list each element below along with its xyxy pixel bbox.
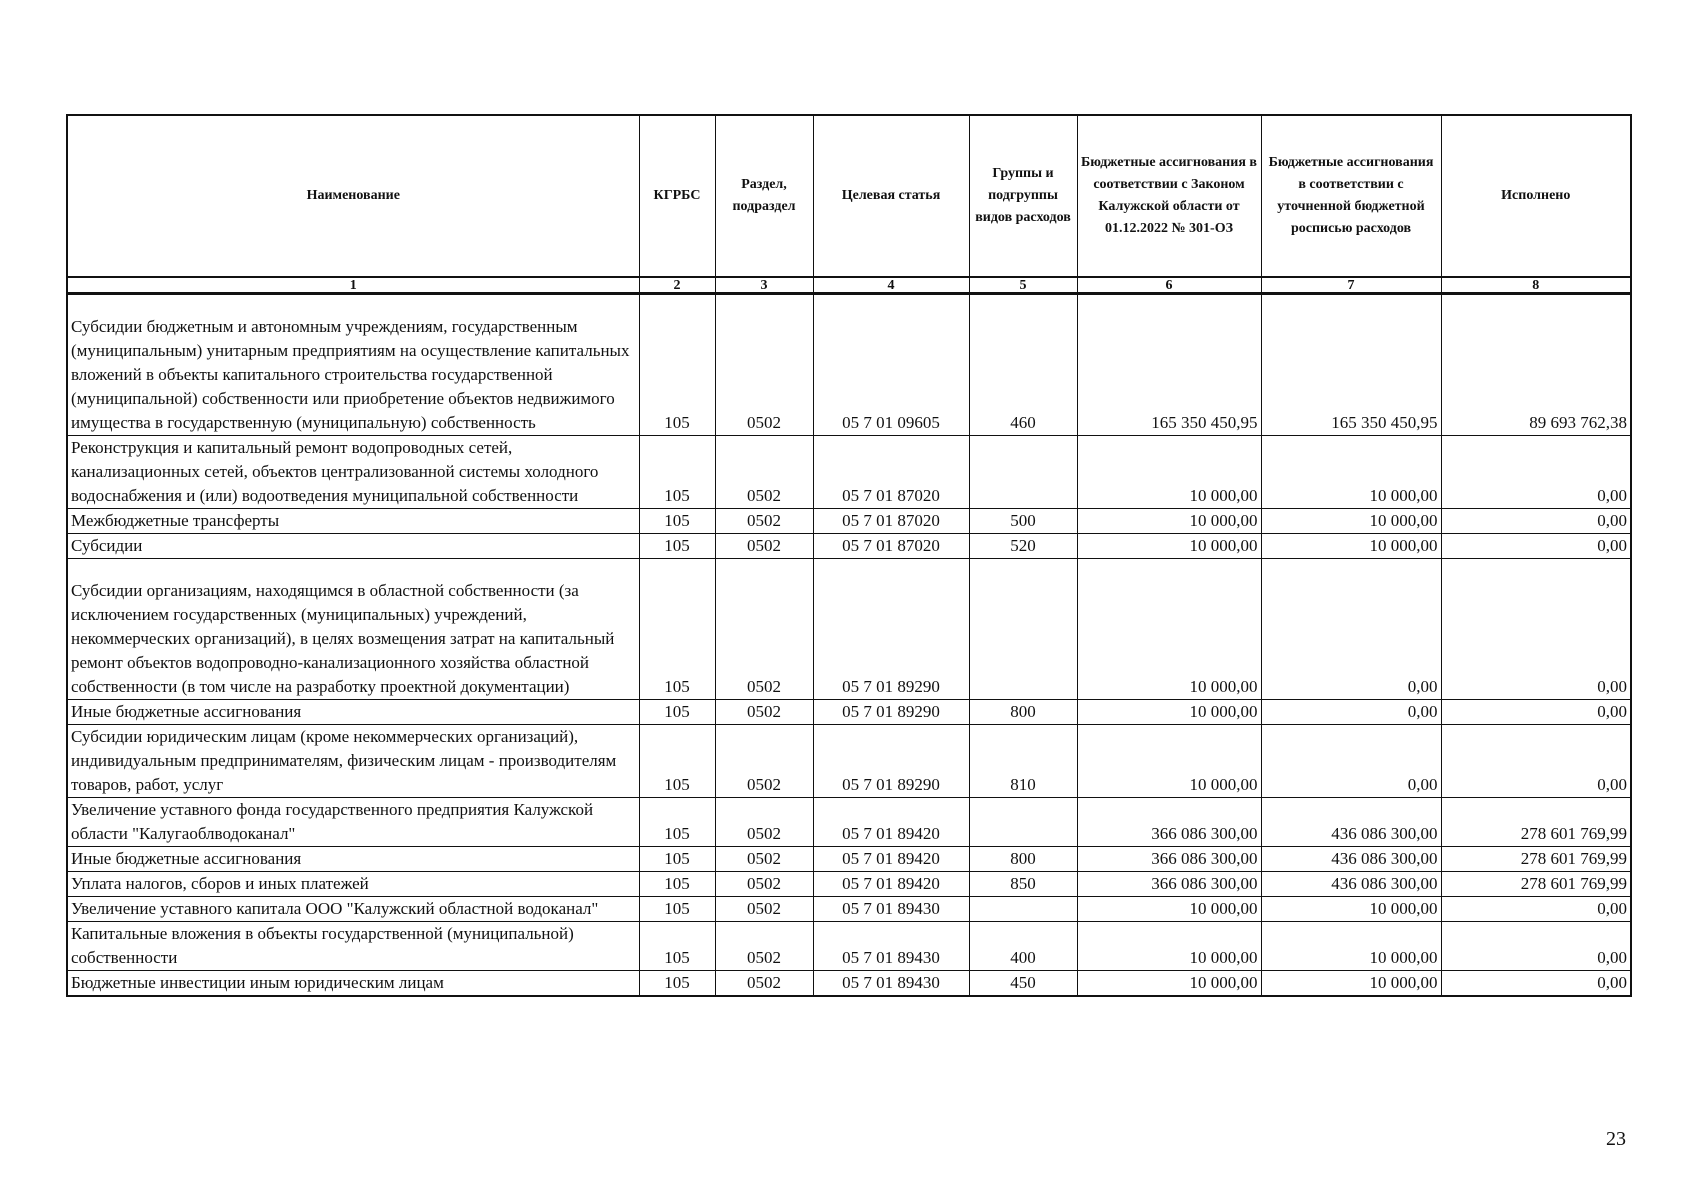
- row-ispolneno: 0,00: [1441, 725, 1631, 798]
- table-row: [67, 534, 1631, 559]
- row-name: Иные бюджетные ассигнования: [67, 700, 639, 725]
- row-rospis: 10 000,00: [1261, 509, 1441, 534]
- table-row: [67, 872, 1631, 897]
- row-ispolneno: 0,00: [1441, 971, 1631, 997]
- row-kgrbs: 105: [639, 436, 715, 509]
- row-law: 165 350 450,95: [1077, 294, 1261, 436]
- row-rospis: 0,00: [1261, 559, 1441, 700]
- row-law: 366 086 300,00: [1077, 798, 1261, 847]
- col-number: 8: [1441, 277, 1631, 294]
- header-ispolneno: Исполнено: [1441, 115, 1631, 277]
- table-row: [67, 897, 1631, 922]
- row-kgrbs: 105: [639, 897, 715, 922]
- row-gruppa: 460: [969, 294, 1077, 436]
- row-kgrbs: 105: [639, 971, 715, 997]
- row-gruppa: [969, 897, 1077, 922]
- header-gruppa: Группы и подгруппы видов расходов: [969, 115, 1077, 277]
- row-rospis: 10 000,00: [1261, 922, 1441, 971]
- row-name: Иные бюджетные ассигнования: [67, 847, 639, 872]
- row-celevaya: 05 7 01 09605: [813, 294, 969, 436]
- row-rospis: 10 000,00: [1261, 897, 1441, 922]
- col-number: 5: [969, 277, 1077, 294]
- header-razdel: Раздел, подраздел: [715, 115, 813, 277]
- row-law: 366 086 300,00: [1077, 872, 1261, 897]
- row-gruppa: 810: [969, 725, 1077, 798]
- row-gruppa: 400: [969, 922, 1077, 971]
- table-row: [67, 798, 1631, 847]
- header-celevaya: Целевая статья: [813, 115, 969, 277]
- col-number: 4: [813, 277, 969, 294]
- row-law: 10 000,00: [1077, 725, 1261, 798]
- row-celevaya: 05 7 01 89420: [813, 847, 969, 872]
- row-rospis: 165 350 450,95: [1261, 294, 1441, 436]
- row-gruppa: 800: [969, 847, 1077, 872]
- row-razdel: 0502: [715, 897, 813, 922]
- header-law: Бюджетные ассигнования в соответствии с Законом Калужской области от 01.12.2022 № 301-ОЗ: [1077, 115, 1261, 277]
- table-row: [67, 436, 1631, 509]
- row-celevaya: 05 7 01 87020: [813, 534, 969, 559]
- table-row: [67, 847, 1631, 872]
- row-name: Уплата налогов, сборов и иных платежей: [67, 872, 639, 897]
- row-law: 10 000,00: [1077, 509, 1261, 534]
- row-ispolneno: 0,00: [1441, 897, 1631, 922]
- row-kgrbs: 105: [639, 872, 715, 897]
- col-number: 7: [1261, 277, 1441, 294]
- col-number: 6: [1077, 277, 1261, 294]
- table-row: [67, 700, 1631, 725]
- row-gruppa: [969, 436, 1077, 509]
- row-ispolneno: 89 693 762,38: [1441, 294, 1631, 436]
- row-razdel: 0502: [715, 534, 813, 559]
- row-kgrbs: 105: [639, 847, 715, 872]
- row-rospis: 10 000,00: [1261, 971, 1441, 997]
- row-name: Субсидии организациям, находящимся в областной собственности (за исключением государственных (муниципальных) учреждений, некоммерческих организаций), в целях возмещения затрат на капитальный ремонт объектов водопроводно-канализационного хозяйства областной собственности (в том числе на разработку проектной документации): [67, 559, 639, 700]
- row-name: Капитальные вложения в объекты государственной (муниципальной) собственности: [67, 922, 639, 971]
- row-kgrbs: 105: [639, 294, 715, 436]
- col-number: 1: [67, 277, 639, 294]
- row-kgrbs: 105: [639, 534, 715, 559]
- row-ispolneno: 0,00: [1441, 922, 1631, 971]
- row-ispolneno: 278 601 769,99: [1441, 847, 1631, 872]
- row-ispolneno: 278 601 769,99: [1441, 798, 1631, 847]
- table-header: [67, 115, 1631, 294]
- row-gruppa: 800: [969, 700, 1077, 725]
- budget-table: [66, 114, 1632, 997]
- row-razdel: 0502: [715, 971, 813, 997]
- row-name: Субсидии бюджетным и автономным учреждениям, государственным (муниципальным) унитарным предприятиям на осуществление капитальных вложений в объекты капитального строительства государственной (муниципальной) собственности или приобретение объектов недвижимого имущества в государственную (муниципальную) собственность: [67, 294, 639, 436]
- row-razdel: 0502: [715, 559, 813, 700]
- table-row: [67, 559, 1631, 700]
- row-razdel: 0502: [715, 725, 813, 798]
- table-body: [67, 294, 1631, 997]
- col-number: 2: [639, 277, 715, 294]
- table-row: [67, 971, 1631, 997]
- row-gruppa: 500: [969, 509, 1077, 534]
- row-gruppa: [969, 559, 1077, 700]
- row-celevaya: 05 7 01 87020: [813, 509, 969, 534]
- row-law: 10 000,00: [1077, 559, 1261, 700]
- row-celevaya: 05 7 01 89430: [813, 922, 969, 971]
- row-name: Увеличение уставного капитала ООО "Калужский областной водоканал": [67, 897, 639, 922]
- table-row: [67, 509, 1631, 534]
- row-rospis: 436 086 300,00: [1261, 847, 1441, 872]
- header-kgrbs: КГРБС: [639, 115, 715, 277]
- row-rospis: 436 086 300,00: [1261, 872, 1441, 897]
- row-kgrbs: 105: [639, 700, 715, 725]
- row-gruppa: 520: [969, 534, 1077, 559]
- col-number: 3: [715, 277, 813, 294]
- row-name: Бюджетные инвестиции иным юридическим лицам: [67, 971, 639, 997]
- row-celevaya: 05 7 01 89290: [813, 559, 969, 700]
- page-number: 23: [1606, 1128, 1626, 1150]
- row-ispolneno: 0,00: [1441, 509, 1631, 534]
- row-rospis: 10 000,00: [1261, 436, 1441, 509]
- row-kgrbs: 105: [639, 509, 715, 534]
- row-name: Реконструкция и капитальный ремонт водопроводных сетей, канализационных сетей, объектов централизованной системы холодного водоснабжения и (или) водоотведения муниципальной собственности: [67, 436, 639, 509]
- row-razdel: 0502: [715, 509, 813, 534]
- row-kgrbs: 105: [639, 725, 715, 798]
- row-celevaya: 05 7 01 89420: [813, 872, 969, 897]
- row-name: Увеличение уставного фонда государственного предприятия Калужской области "Калугаоблводоканал": [67, 798, 639, 847]
- row-celevaya: 05 7 01 89290: [813, 725, 969, 798]
- row-razdel: 0502: [715, 872, 813, 897]
- row-gruppa: 850: [969, 872, 1077, 897]
- row-rospis: 10 000,00: [1261, 534, 1441, 559]
- table-row: [67, 922, 1631, 971]
- row-law: 10 000,00: [1077, 700, 1261, 725]
- row-gruppa: [969, 798, 1077, 847]
- row-razdel: 0502: [715, 798, 813, 847]
- row-razdel: 0502: [715, 922, 813, 971]
- row-gruppa: 450: [969, 971, 1077, 997]
- row-law: 10 000,00: [1077, 534, 1261, 559]
- row-ispolneno: 278 601 769,99: [1441, 872, 1631, 897]
- row-ispolneno: 0,00: [1441, 534, 1631, 559]
- row-law: 10 000,00: [1077, 971, 1261, 997]
- row-razdel: 0502: [715, 847, 813, 872]
- row-rospis: 0,00: [1261, 700, 1441, 725]
- row-kgrbs: 105: [639, 798, 715, 847]
- row-name: Межбюджетные трансферты: [67, 509, 639, 534]
- row-razdel: 0502: [715, 436, 813, 509]
- row-celevaya: 05 7 01 89420: [813, 798, 969, 847]
- row-name: Субсидии юридическим лицам (кроме некоммерческих организаций), индивидуальным предпринимателям, физическим лицам - производителям товаров, работ, услуг: [67, 725, 639, 798]
- row-ispolneno: 0,00: [1441, 559, 1631, 700]
- row-name: Субсидии: [67, 534, 639, 559]
- row-ispolneno: 0,00: [1441, 700, 1631, 725]
- row-celevaya: 05 7 01 89430: [813, 971, 969, 997]
- table-row: [67, 294, 1631, 436]
- row-law: 10 000,00: [1077, 897, 1261, 922]
- table-row: [67, 725, 1631, 798]
- row-rospis: 436 086 300,00: [1261, 798, 1441, 847]
- row-kgrbs: 105: [639, 559, 715, 700]
- row-ispolneno: 0,00: [1441, 436, 1631, 509]
- row-razdel: 0502: [715, 700, 813, 725]
- header-rospis: Бюджетные ассигнования в соответствии с уточненной бюджетной росписью расходов: [1261, 115, 1441, 277]
- row-law: 366 086 300,00: [1077, 847, 1261, 872]
- row-celevaya: 05 7 01 89290: [813, 700, 969, 725]
- row-law: 10 000,00: [1077, 922, 1261, 971]
- row-rospis: 0,00: [1261, 725, 1441, 798]
- row-celevaya: 05 7 01 89430: [813, 897, 969, 922]
- row-celevaya: 05 7 01 87020: [813, 436, 969, 509]
- row-kgrbs: 105: [639, 922, 715, 971]
- header-name: Наименование: [67, 115, 639, 277]
- row-razdel: 0502: [715, 294, 813, 436]
- row-law: 10 000,00: [1077, 436, 1261, 509]
